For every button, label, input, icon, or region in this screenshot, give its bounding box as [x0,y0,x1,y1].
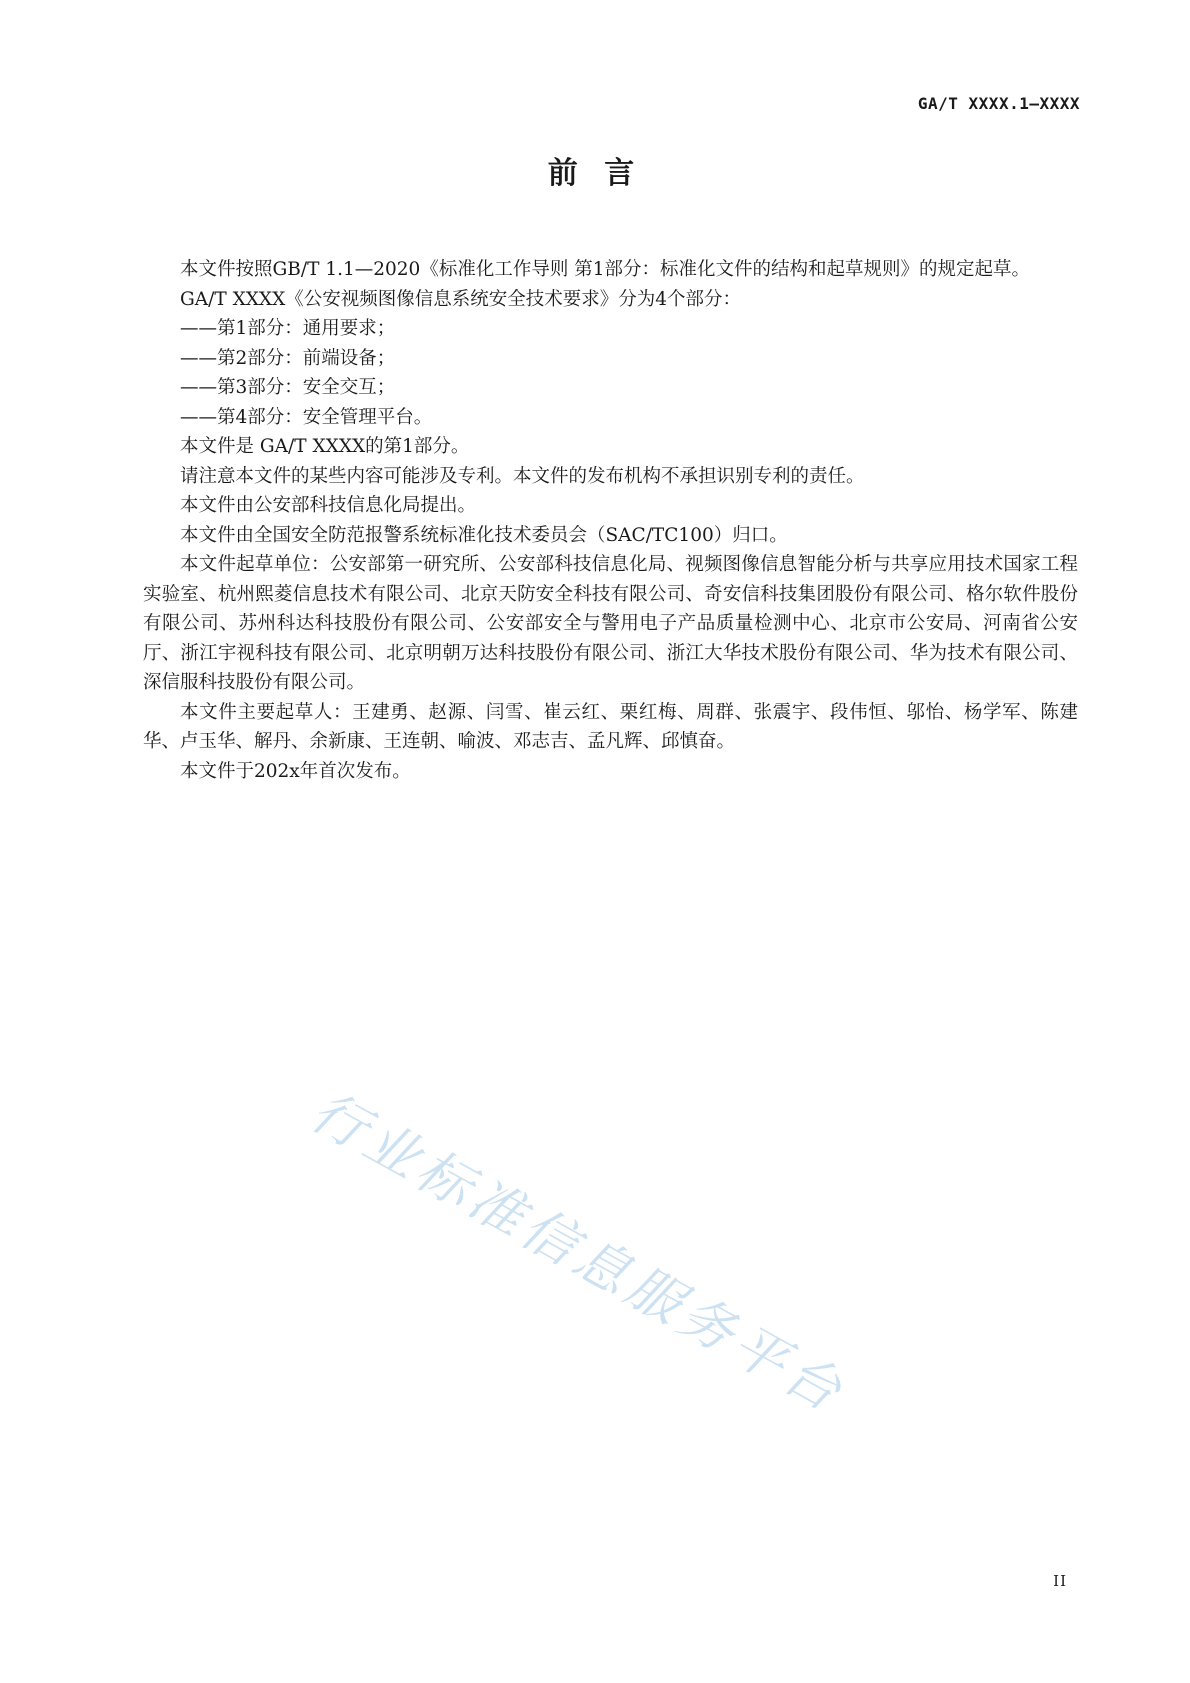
list-item-part-1: ——第1部分：通用要求； [180,318,396,339]
paragraph-release: 本文件于202x年首次发布。 [180,760,411,782]
list-item-part-3: ——第3部分：安全交互； [180,377,396,398]
paragraph-drafting-units: 本文件起草单位：公安部第一研究所、公安部科技信息化局、视频图像信息智能分析与共享应用技术国家工程实验室、杭州熙菱信息技术有限公司、北京天防安全科技有限公司、奇安信科技集团股份有限公司、格尔软件股份有限公司、苏州科达科技股份有限公司、公安部安全与警用电子产品质量检测中心、北京市公安局、河南省公安厅、浙江宇视科技有限公司、北京明朝万达科技股份有限公司、浙江大华技术股份有限公司、华为技术有限公司、深信服科技股份有限公司。 [143,554,1078,693]
paragraph-proposer: 本文件由公安部科技信息化局提出。 [180,495,477,516]
list-item-part-2: ——第2部分：前端设备； [180,347,396,369]
list-item-part-4: ——第4部分：安全管理平台。 [180,406,433,428]
paragraph-drafters: 本文件主要起草人：王建勇、赵源、闫雪、崔云红、栗红梅、周群、张震宇、段伟恒、邬怡、杨学军、陈建华、卢玉华、解丹、余新康、王连朝、喻波、邓志吉、孟凡辉、邱慎奋。 [143,701,1078,752]
paragraph-drafting-rules: 本文件按照GB/T 1.1—2020《标准化工作导则 第1部分：标准化文件的结构和起草规则》的规定起草。 [180,259,1030,280]
paragraph-committee: 本文件由全国安全防范报警系统标准化技术委员会（SAC/TC100）归口。 [180,524,788,546]
page-number: II [1053,1572,1067,1590]
paragraph-patent-notice: 请注意本文件的某些内容可能涉及专利。本文件的发布机构不承担识别专利的责任。 [180,465,865,487]
document-code: GA/T XXXX.1—XXXX [917,94,1080,113]
watermark-text: 行业标准信息服务平台 [300,1079,857,1426]
page-title: 前 言 [547,156,643,191]
paragraph-part-statement: 本文件是 GA/T XXXX的第1部分。 [180,436,470,457]
paragraph-parts-intro: GA/T XXXX《公安视频图像信息系统安全技术要求》分为4个部分： [180,288,742,310]
foreword-body [143,255,1078,786]
